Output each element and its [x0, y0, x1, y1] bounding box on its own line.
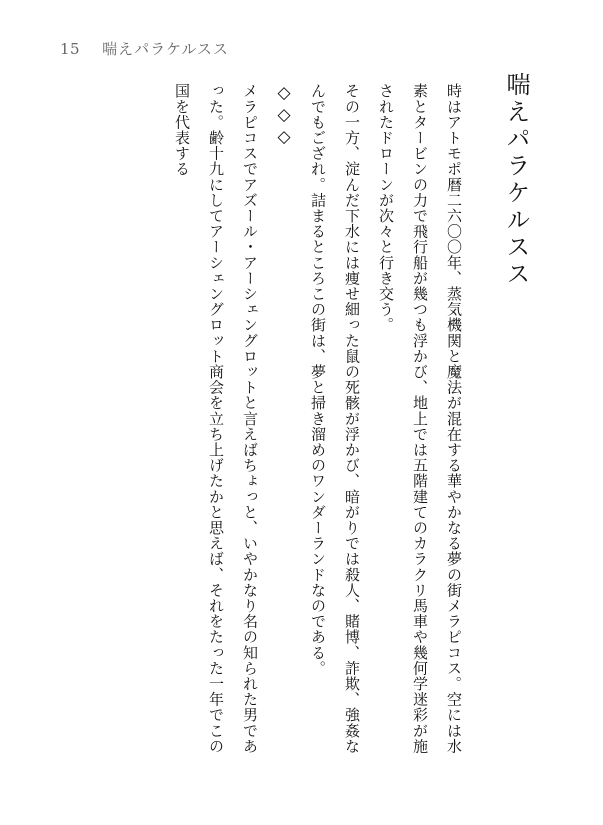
- chapter-title: 喘えパラケルスス: [502, 72, 530, 288]
- paragraph-1: 時はアトモポ暦二六〇〇年、蒸気機関と魔法が混在する華やかなる夢の街メラピコス。空には水素とタービンの力で飛行船が幾つも浮かび、地上では五階建てのカラクリ馬車や幾何学迷彩が施されたドローンが次々と行き交う。: [377, 83, 463, 754]
- running-title: 喘えパラケルスス: [102, 40, 229, 58]
- page-number: 15: [60, 40, 81, 58]
- paragraph-3: メラピコスでアズール・アーシェングロットと言えばちょっと、いやかなり名の知られた男であった。齢十九にしてアーシェングロット商会を立ち上げたかと思えば、それをたった一年でこの国を代表する: [173, 83, 259, 754]
- section-break-ornament: ◇◇◇: [274, 83, 294, 149]
- vertical-body-text: [63, 68, 533, 768]
- running-header: [60, 38, 229, 60]
- paragraph-2: その一方、淀んだ下水には痩せ細った鼠の死骸が浮かび、暗がりでは殺人、賭博、詐欺、強姦なんでもござれ。詰まるところこの街は、夢と掃き溜めのワンダーランドなのである。: [309, 83, 361, 754]
